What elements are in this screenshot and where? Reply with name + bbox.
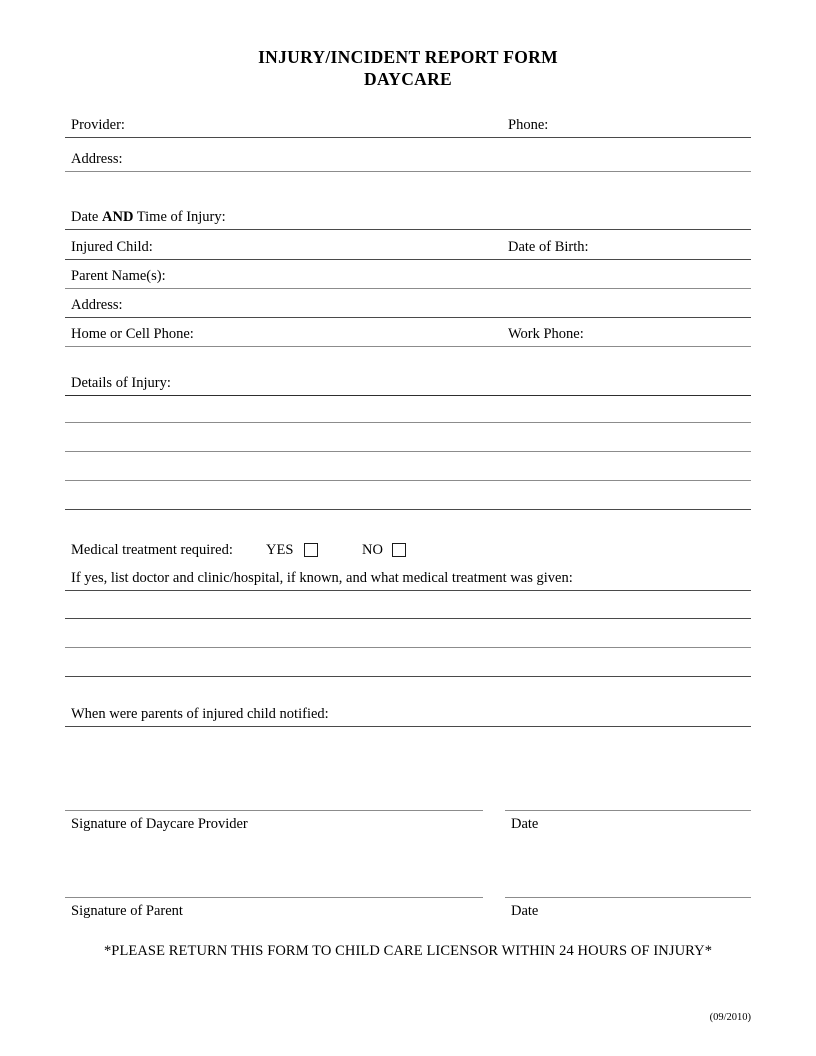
date-of-birth-label: Date of Birth:	[508, 239, 589, 255]
return-notice: *PLEASE RETURN THIS FORM TO CHILD CARE LICENSOR WITHIN 24 HOURS OF INJURY*	[103, 943, 713, 959]
parents-notified-label: When were parents of injured child notified:	[71, 706, 329, 722]
work-phone-label: Work Phone:	[508, 326, 584, 342]
date-time-injury-label	[71, 209, 226, 226]
parent-date-rule[interactable]	[505, 897, 751, 898]
parent-names-rule[interactable]	[65, 288, 751, 289]
provider-address-rule[interactable]	[65, 171, 751, 172]
details-blank-rule-4[interactable]	[65, 509, 751, 510]
medical-blank-line-2	[65, 622, 751, 648]
provider-phone-rule[interactable]	[65, 137, 751, 138]
details-blank-line-1	[65, 397, 751, 423]
field-row-date-time-injury	[65, 204, 751, 230]
parent-signature-label: Signature of Parent	[71, 903, 183, 919]
provider-phone-label: Phone:	[508, 117, 549, 133]
parent-address-label: Address:	[71, 297, 123, 313]
date-time-and-emphasis: AND	[102, 209, 134, 225]
details-blank-rule-3[interactable]	[65, 480, 751, 481]
medical-followup-rule[interactable]	[65, 590, 751, 591]
page-title	[0, 46, 816, 90]
field-row-injured-child	[65, 234, 751, 260]
parent-date-label: Date	[511, 903, 539, 919]
provider-address-label: Address:	[71, 151, 123, 167]
title-line-primary: INJURY/INCIDENT REPORT FORM	[258, 47, 558, 67]
provider-label: Provider:	[71, 117, 125, 133]
date-time-prefix: Date	[71, 209, 102, 225]
details-of-injury-label: Details of Injury:	[71, 375, 171, 391]
field-row-details-of-injury	[65, 370, 751, 396]
medical-treatment-no-checkbox[interactable]	[392, 543, 406, 557]
provider-signature-rule[interactable]	[65, 810, 483, 811]
field-row-phones	[65, 321, 751, 347]
medical-blank-line-3	[65, 651, 751, 677]
injured-child-label: Injured Child:	[71, 239, 153, 255]
details-blank-line-4	[65, 484, 751, 510]
medical-treatment-no-label: NO	[362, 542, 383, 558]
date-time-suffix: Time of Injury:	[133, 209, 226, 225]
injured-child-rule[interactable]	[65, 259, 751, 260]
medical-blank-line-1	[65, 593, 751, 619]
details-of-injury-rule[interactable]	[65, 395, 751, 396]
field-row-parent-address	[65, 292, 751, 318]
provider-date-label: Date	[511, 816, 539, 832]
details-blank-rule-1[interactable]	[65, 422, 751, 423]
revision-stamp: (09/2010)	[709, 1012, 751, 1023]
field-row-parents-notified	[65, 701, 751, 727]
details-blank-line-2	[65, 426, 751, 452]
field-row-medical-followup	[65, 565, 751, 591]
parent-address-rule[interactable]	[65, 317, 751, 318]
details-blank-line-3	[65, 455, 751, 481]
medical-followup-label: If yes, list doctor and clinic/hospital, if known, and what medical treatment was given:	[71, 570, 573, 586]
phones-rule[interactable]	[65, 346, 751, 347]
provider-signature-label: Signature of Daycare Provider	[71, 816, 248, 832]
parents-notified-rule[interactable]	[65, 726, 751, 727]
medical-treatment-yes-checkbox[interactable]	[304, 543, 318, 557]
field-row-provider-phone	[65, 112, 751, 138]
parent-signature-rule[interactable]	[65, 897, 483, 898]
details-blank-rule-2[interactable]	[65, 451, 751, 452]
field-row-provider-address	[65, 146, 751, 172]
date-time-injury-rule[interactable]	[65, 229, 751, 230]
parent-names-label: Parent Name(s):	[71, 268, 166, 284]
medical-treatment-yes-label: YES	[266, 542, 294, 558]
medical-blank-rule-3[interactable]	[65, 676, 751, 677]
provider-date-rule[interactable]	[505, 810, 751, 811]
field-row-parent-names	[65, 263, 751, 289]
medical-treatment-question-label: Medical treatment required:	[71, 542, 233, 558]
medical-blank-rule-2[interactable]	[65, 647, 751, 648]
title-line-secondary: DAYCARE	[364, 69, 452, 89]
home-cell-phone-label: Home or Cell Phone:	[71, 326, 194, 342]
medical-blank-rule-1[interactable]	[65, 618, 751, 619]
medical-treatment-row	[65, 540, 751, 562]
